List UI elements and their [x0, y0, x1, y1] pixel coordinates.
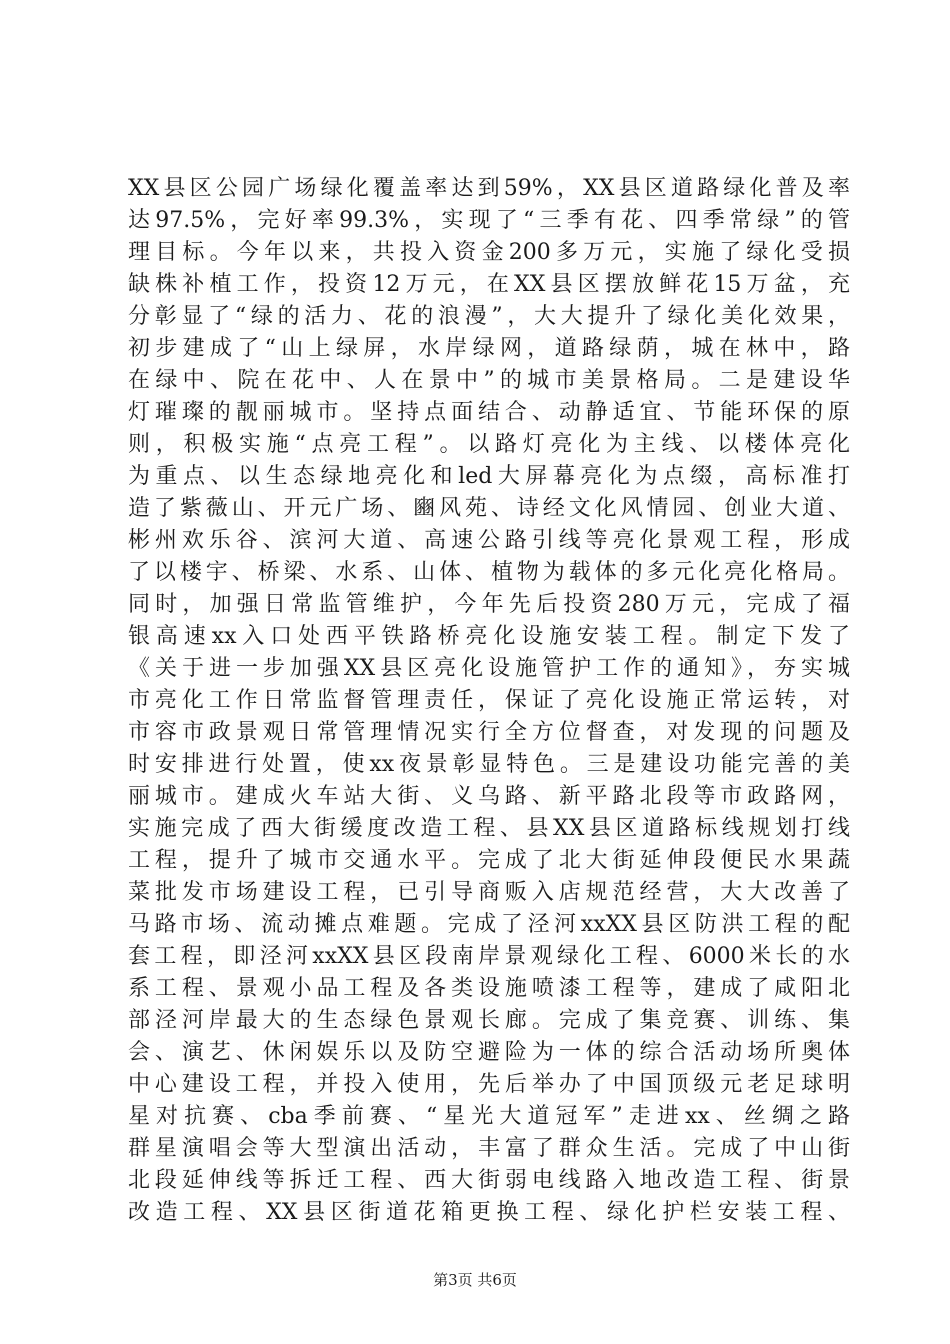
- text-line: 彬州欢乐谷、滨河大道、高速公路引线等亮化景观工程，形成: [128, 528, 850, 553]
- text-line: 在绿中、院在花中、人在景中”的城市美景格局。二是建设华: [128, 368, 850, 393]
- text-line: 同时，加强日常监管维护，今年先后投资280万元，完成了福: [128, 592, 850, 617]
- text-line: 达97.5%，完好率99.3%，实现了“三季有花、四季常绿”的管: [128, 208, 850, 233]
- text-line: 了以楼宇、桥梁、水系、山体、植物为载体的多元化亮化格局。: [128, 560, 850, 585]
- text-line: 会、演艺、休闲娱乐以及防空避险为一体的综合活动场所奥体: [128, 1040, 850, 1065]
- text-line: 分彰显了“绿的活力、花的浪漫”，大大提升了绿化美化效果，: [128, 304, 850, 329]
- text-line: 灯璀璨的靓丽城市。坚持点面结合、动静适宜、节能环保的原: [128, 400, 850, 425]
- text-line: 中心建设工程，并投入使用，先后举办了中国顶级元老足球明: [128, 1072, 850, 1097]
- text-line: 市亮化工作日常监督管理责任，保证了亮化设施正常运转，对: [128, 688, 850, 713]
- text-line: 丽城市。建成火车站大街、义乌路、新平路北段等市政路网，: [128, 784, 850, 809]
- text-line: 套工程，即泾河xxXX县区段南岸景观绿化工程、6000米长的水: [128, 944, 850, 969]
- page-number-footer: 第3页 共6页: [433, 1271, 517, 1289]
- text-line: 缺株补植工作，投资12万元，在XX县区摆放鲜花15万盆，充: [128, 272, 850, 297]
- text-line: 市容市政景观日常管理情况实行全方位督查，对发现的问题及: [128, 720, 850, 745]
- text-line: 星对抗赛、cba季前赛、“星光大道冠军”走进xx、丝绸之路: [128, 1104, 850, 1129]
- text-line: 马路市场、流动摊点难题。完成了泾河xxXX县区防洪工程的配: [128, 912, 850, 937]
- text-line: 理目标。今年以来，共投入资金200多万元，实施了绿化受损: [128, 240, 850, 265]
- text-line: 群星演唱会等大型演出活动，丰富了群众生活。完成了中山街: [128, 1136, 850, 1161]
- text-line: XX县区公园广场绿化覆盖率达到59%，XX县区道路绿化普及率: [128, 176, 850, 201]
- text-line: 初步建成了“山上绿屏，水岸绿网，道路绿荫，城在林中，路: [128, 336, 850, 361]
- text-line: 为重点、以生态绿地亮化和led大屏幕亮化为点缀，高标准打: [128, 464, 850, 489]
- body-paragraph: [128, 173, 850, 1229]
- text-line: 银高速xx入口处西平铁路桥亮化设施安装工程。制定下发了: [128, 624, 850, 649]
- text-line: 菜批发市场建设工程，已引导商贩入店规范经营，大大改善了: [128, 880, 850, 905]
- text-line: 部泾河岸最大的生态绿色景观长廊。完成了集竞赛、训练、集: [128, 1008, 850, 1033]
- text-line: 造了紫薇山、开元广场、豳风苑、诗经文化风情园、创业大道、: [128, 496, 850, 521]
- text-line: 时安排进行处置，使xx夜景彰显特色。三是建设功能完善的美: [128, 752, 850, 777]
- text-line: 北段延伸线等拆迁工程、西大街弱电线路入地改造工程、街景: [128, 1168, 850, 1193]
- text-line: 改造工程、XX县区街道花箱更换工程、绿化护栏安装工程、: [128, 1200, 850, 1225]
- text-line: 系工程、景观小品工程及各类设施喷漆工程等，建成了咸阳北: [128, 976, 850, 1001]
- text-line: 工程，提升了城市交通水平。完成了北大街延伸段便民水果蔬: [128, 848, 850, 873]
- text-line: 实施完成了西大街缓度改造工程、县XX县区道路标线规划打线: [128, 816, 850, 841]
- text-line: 则，积极实施“点亮工程”。以路灯亮化为主线、以楼体亮化: [128, 432, 850, 457]
- text-line: 《关于进一步加强XX县区亮化设施管护工作的通知》，夯实城: [128, 656, 850, 681]
